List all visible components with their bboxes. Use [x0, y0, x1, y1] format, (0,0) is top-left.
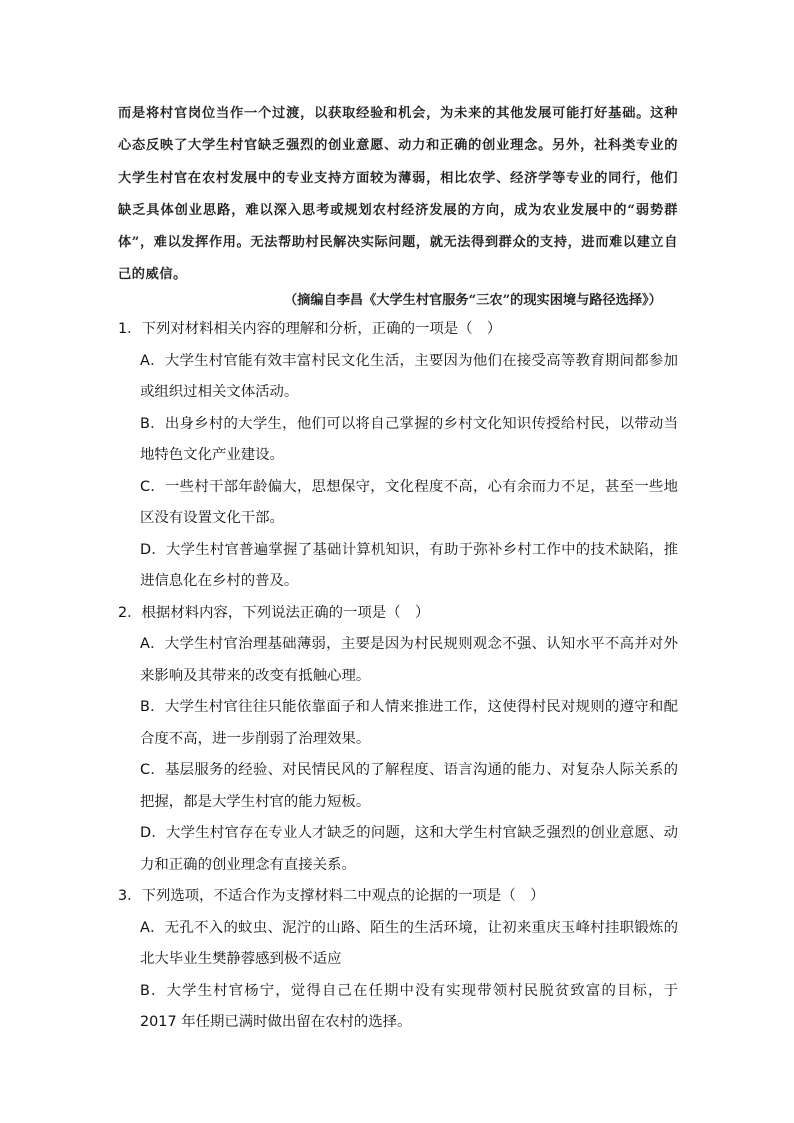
question-2	[118, 598, 678, 882]
option-a: A．大学生村官能有效丰富村民文化生活，主要因为他们在接受高等教育期间都参加或组织过相关文体活动。	[140, 352, 678, 400]
option-d: D．大学生村官普遍掌握了基础计算机知识，有助于弥补乡村工作中的技术缺陷，推进信息化在乡村的普及。	[140, 541, 678, 589]
option-d: D．大学生村官存在专业人才缺乏的问题，这和大学生村官缺乏强烈的创业意愿、动力和正确的创业理念有直接关系。	[140, 825, 678, 873]
passage-source: （摘编自李昌《大学生村官服务“三农”的现实困境与路径选择》）	[284, 293, 662, 308]
question-1	[118, 314, 678, 598]
question-stem: 1．下列对材料相关内容的理解和分析，正确的一项是（ ）	[118, 321, 502, 337]
passage-paragraph: 而是将村官岗位当作一个过渡，以获取经验和机会，为未来的其他发展可能打好基础。这种心态反映了大学生村官缺乏强烈的创业意愿、动力和正确的创业理念。另外，社科类专业的大学生村官在农村发展中的专业支持方面较为薄弱，相比农学、经济学等专业的同行，他们缺乏具体创业思路，难以深入思考或规划农村经济发展的方向，成为农业发展中的“弱势群体”，难以发挥作用。无法帮助村民解决实际问题，就无法得到群众的支持，进而难以建立自己的威信。	[118, 106, 678, 283]
passage-text	[118, 98, 678, 292]
question-stem: 3．下列选项，不适合作为支撑材料二中观点的论据的一项是（ ）	[118, 888, 545, 904]
option-a: A．大学生村官治理基础薄弱，主要是因为村民规则观念不强、认知水平不高并对外来影响及其带来的改变有抵触心理。	[140, 636, 678, 684]
question-list	[118, 314, 678, 1039]
question-3	[118, 881, 678, 1039]
option-a: A．无孔不入的蚊虫、泥泞的山路、陌生的生活环境，让初来重庆玉峰村挂职锻炼的北大毕业生樊静蓉感到极不适应	[140, 919, 678, 967]
option-b: B．大学生村官往往只能依靠面子和人情来推进工作，这使得村民对规则的遵守和配合度不高，进一步削弱了治理效果。	[140, 699, 678, 747]
question-stem: 2．根据材料内容，下列说法正确的一项是（ ）	[118, 604, 430, 621]
option-b: B．出身乡村的大学生，他们可以将自己掌握的乡村文化知识传授给村民，以带动当地特色文化产业建设。	[140, 415, 678, 463]
option-c: C．一些村干部年龄偏大，思想保守，文化程度不高，心有余而力不足，甚至一些地区没有设置文化干部。	[140, 478, 678, 526]
option-b: B．大学生村官杨宁，觉得自己在任期中没有实现带领村民脱贫致富的目标，于 2017 年任期已满时做出留在农村的选择。	[140, 982, 678, 1030]
option-c: C．基层服务的经验、对民情民风的了解程度、语言沟通的能力、对复杂人际关系的把握，都是大学生村官的能力短板。	[140, 762, 678, 810]
